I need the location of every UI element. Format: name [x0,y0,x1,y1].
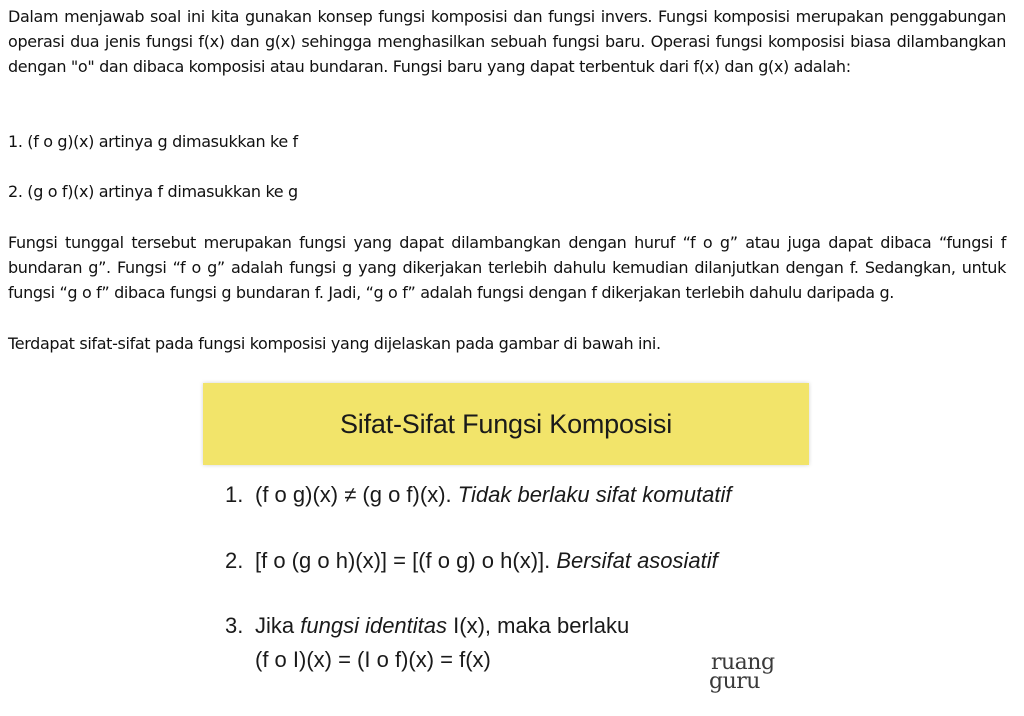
figure-title-banner [203,383,809,465]
property-commutative [225,482,731,508]
properties-figure [203,381,809,711]
property-note: fungsi identitas [300,613,448,638]
logo-line1: ruang [711,650,775,675]
figure-title: Sifat-Sifat Fungsi Komposisi [339,408,673,439]
property-formula: (f o g)(x) ≠ (g o f)(x). [255,482,458,507]
property-note: Tidak berlaku sifat komutatif [457,482,732,507]
list-item-fog: 1. (f o g)(x) artinya g dimasukkan ke f [8,132,298,151]
property-associative [225,548,718,574]
lead-in-paragraph: Terdapat sifat-sifat pada fungsi komposisi yang dijelaskan pada gambar di bawah ini. [8,334,661,353]
property-number: 2. [225,548,244,573]
property-suffix: I(x), maka berlaku [447,613,630,638]
property-prefix: Jika [255,613,301,638]
logo-line2: guru [709,669,760,694]
property-number: 3. [225,613,244,638]
property-identity [225,613,629,639]
intro-paragraph: Dalam menjawab soal ini kita gunakan konsep fungsi komposisi dan fungsi invers. Fungsi komposisi merupakan penggabungan operasi dua jenis fungsi f(x) dan g(x) sehingga menghasilkan sebuah fungsi baru. Operasi fungsi komposisi biasa dilambangkan dengan "o" dan dibaca komposisi atau bundaran. Fungsi baru yang dapat terbentuk dari f(x) dan g(x) adalah: [8,7,1006,76]
property-formula: [f o (g o h)(x)] = [(f o g) o h(x)]. [255,548,557,573]
explanation-paragraph: Fungsi tunggal tersebut merupakan fungsi yang dapat dilambangkan dengan huruf “f o g” atau juga dapat dibaca “fungsi f bundaran g”. Fungsi “f o g” adalah fungsi g yang dikerjakan terlebih dahulu kemudian dilanjutkan dengan f. Sedangkan, untuk fungsi “g o f” dibaca fungsi g bundaran f. Jadi, “g o f” adalah fungsi dengan f dikerjakan terlebih dahulu daripada g. [8,233,1006,302]
list-item-gof: 2. (g o f)(x) artinya f dimasukkan ke g [8,182,298,201]
property-identity-formula: (f o I)(x) = (I o f)(x) = f(x) [255,647,491,672]
ruangguru-logo [709,650,791,703]
property-note: Bersifat asosiatif [556,548,718,573]
property-number: 1. [225,482,244,507]
